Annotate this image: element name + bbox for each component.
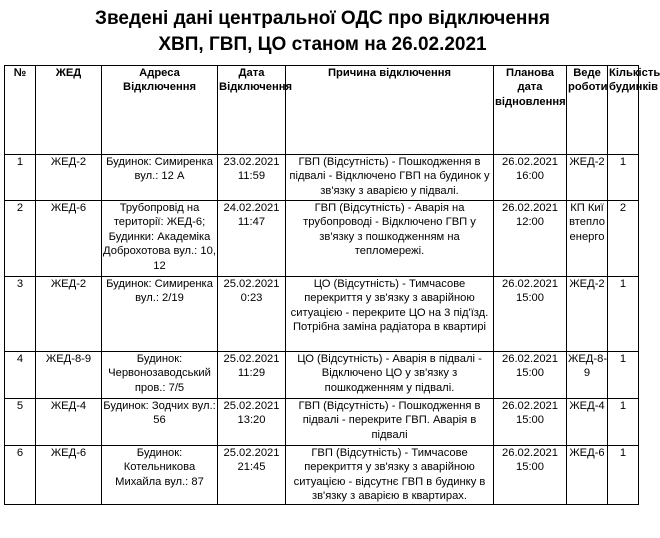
- cell-count: 1: [608, 277, 639, 352]
- cell-reason: ГВП (Відсутність) - Тимчасове перекриття у зв'язку з аварійною ситуацією - відсутнє ГВП в будинку в зв'язку з аварією в квартирах.: [286, 446, 494, 505]
- table-header-row: [5, 66, 639, 155]
- cell-address: Будинок: Зодчих вул.: 56: [102, 399, 218, 446]
- cell-restore: 26.02.2021 12:00: [494, 201, 567, 277]
- cell-date: 24.02.2021 11:47: [218, 201, 286, 277]
- cell-num: 3: [5, 277, 36, 352]
- cell-num: 5: [5, 399, 36, 446]
- col-header-restore: Планова дата відновлення: [494, 66, 567, 155]
- cell-date: 25.02.2021 0:23: [218, 277, 286, 352]
- cell-worker: КП Київтеплоенерго: [567, 201, 608, 277]
- document-title: [0, 0, 645, 58]
- cell-address: Будинок: Червонозаводський пров.: 7/5: [102, 352, 218, 399]
- cell-count: 1: [608, 399, 639, 446]
- cell-num: 4: [5, 352, 36, 399]
- cell-date: 25.02.2021 21:45: [218, 446, 286, 505]
- cell-address: Будинок: Симиренка вул.: 2/19: [102, 277, 218, 352]
- col-header-reason: Причина відключення: [286, 66, 494, 155]
- table-row: [5, 155, 639, 201]
- cell-worker: ЖЕД-8-9: [567, 352, 608, 399]
- cell-num: 1: [5, 155, 36, 201]
- cell-num: 2: [5, 201, 36, 277]
- col-header-date: Дата Відключення: [218, 66, 286, 155]
- table-row: [5, 399, 639, 446]
- cell-zhed: ЖЕД-6: [36, 201, 102, 277]
- col-header-count: Кількість будинків: [608, 66, 639, 155]
- cell-reason: ГВП (Відсутність) - Пошкодження в підвалі - перекрите ГВП. Аварія в підвалі: [286, 399, 494, 446]
- cell-address: Трубопровід на території: ЖЕД-6; Будинки: Академіка Доброхотова вул.: 10, 12: [102, 201, 218, 277]
- cell-date: 23.02.2021 11:59: [218, 155, 286, 201]
- col-header-address: Адреса Відключення: [102, 66, 218, 155]
- cell-restore: 26.02.2021 15:00: [494, 399, 567, 446]
- cell-zhed: ЖЕД-4: [36, 399, 102, 446]
- cell-restore: 26.02.2021 15:00: [494, 277, 567, 352]
- cell-worker: ЖЕД-2: [567, 277, 608, 352]
- cell-worker: ЖЕД-4: [567, 399, 608, 446]
- cell-count: 1: [608, 352, 639, 399]
- cell-reason: ЦО (Відсутність) - Аварія в підвалі - Відключено ЦО у зв'язку з пошкодженням у підвалі.: [286, 352, 494, 399]
- title-line-2: ХВП, ГВП, ЦО станом на 26.02.2021: [158, 34, 487, 55]
- cell-count: 1: [608, 446, 639, 505]
- table-row: [5, 352, 639, 399]
- table-row: [5, 446, 639, 505]
- cell-restore: 26.02.2021 15:00: [494, 446, 567, 505]
- cell-count: 1: [608, 155, 639, 201]
- cell-reason: ГВП (Відсутність) - Аварія на трубопроводі - Відключено ГВП у зв'язку з пошкодженням на тепломережі.: [286, 201, 494, 277]
- cell-restore: 26.02.2021 15:00: [494, 352, 567, 399]
- title-line-1: Зведені дані центральної ОДС про відключення: [95, 8, 550, 29]
- cell-date: 25.02.2021 11:29: [218, 352, 286, 399]
- cell-address: Будинок: Симиренка вул.: 12 А: [102, 155, 218, 201]
- outage-table: [4, 65, 660, 505]
- cell-zhed: ЖЕД-6: [36, 446, 102, 505]
- cell-worker: ЖЕД-6: [567, 446, 608, 505]
- table-row: [5, 201, 639, 277]
- cell-count: 2: [608, 201, 639, 277]
- col-header-worker: Веде роботи: [567, 66, 608, 155]
- cell-zhed: ЖЕД-8-9: [36, 352, 102, 399]
- cell-zhed: ЖЕД-2: [36, 155, 102, 201]
- col-header-zhed: ЖЕД: [36, 66, 102, 155]
- cell-zhed: ЖЕД-2: [36, 277, 102, 352]
- table-row: [5, 277, 639, 352]
- cell-restore: 26.02.2021 16:00: [494, 155, 567, 201]
- cell-reason: ГВП (Відсутність) - Пошкодження в підвалі - Відключено ГВП на будинок у зв'язку з аварією у підвалі.: [286, 155, 494, 201]
- cell-date: 25.02.2021 13:20: [218, 399, 286, 446]
- col-header-num: №: [5, 66, 36, 155]
- cell-address: Будинок: Котельникова Михайла вул.: 87: [102, 446, 218, 505]
- cell-reason: ЦО (Відсутність) - Тимчасове перекриття у зв'язку з аварійною ситуацією - перекрите ЦО на 3 під'їзд. Потрібна заміна радіатора в квартирі: [286, 277, 494, 352]
- cell-num: 6: [5, 446, 36, 505]
- cell-worker: ЖЕД-2: [567, 155, 608, 201]
